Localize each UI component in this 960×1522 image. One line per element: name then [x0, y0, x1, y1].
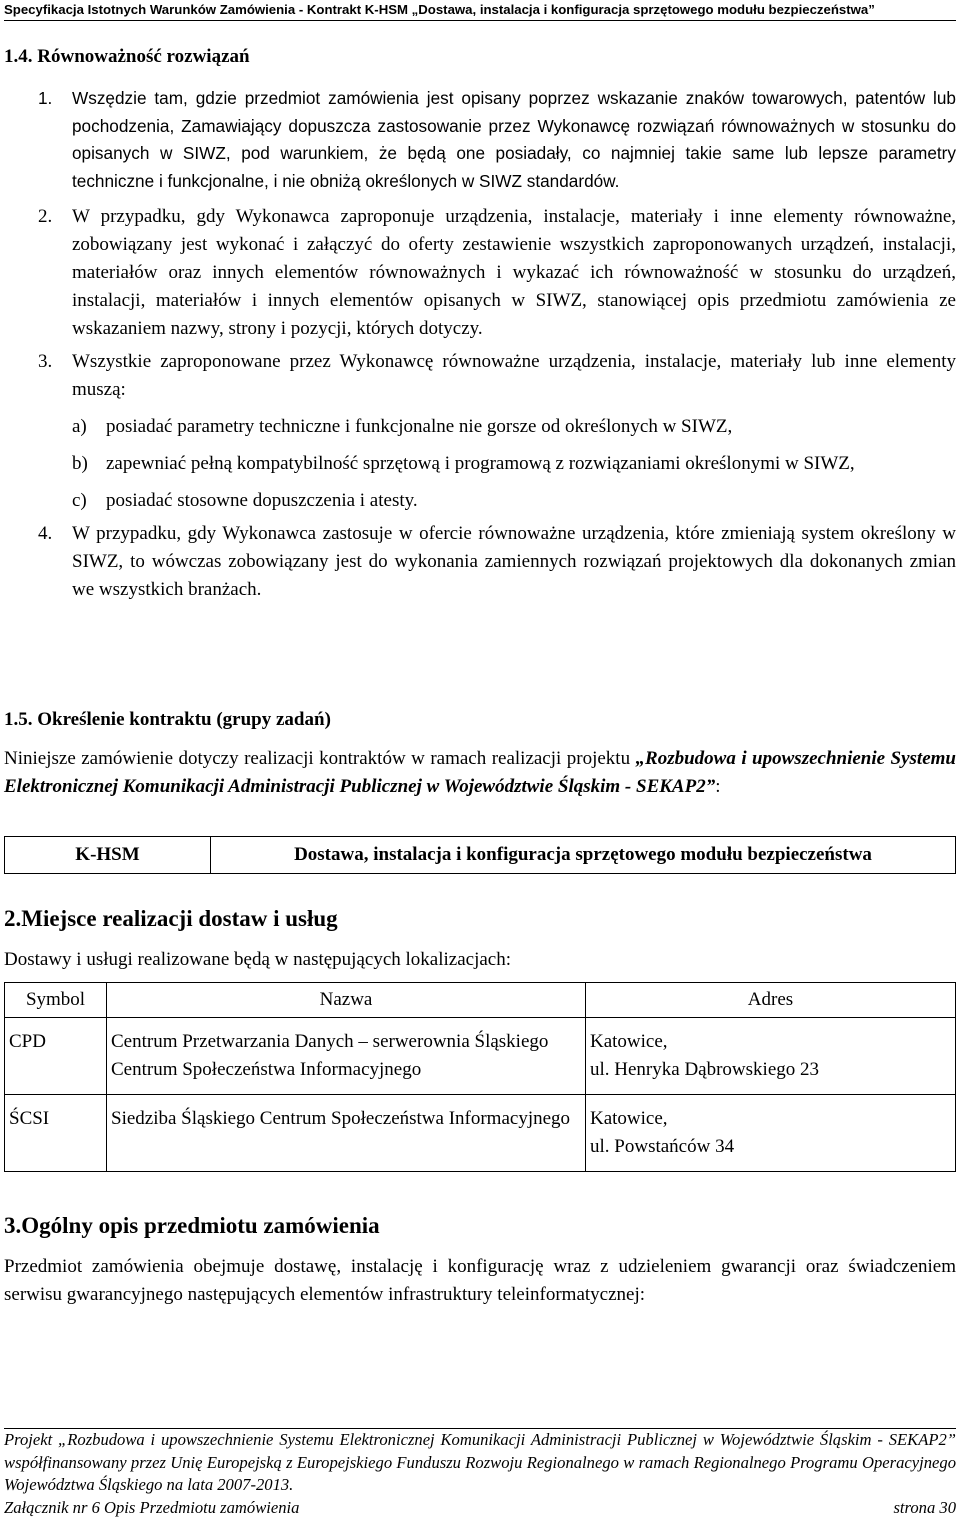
list-item-text: W przypadku, gdy Wykonawca zaproponuje urządzenia, instalacje, materiały i inne elementy równoważne, zobowiązany jest wykonać i załączyć do oferty zestawienie wszystkich zaproponowanych urządzeń, instalacji, materiałów oraz innych elementów równoważnych i wykazać ich równoważność w stosunku do urządzeń, instalacji, materiałów i innych elementów opisanych w SIWZ, stanowiącej opis przedmiotu zamówienia ze wskazaniem nazwy, strony i pozycji, których dotyczy. [72, 206, 956, 339]
table-header-row [5, 983, 956, 1018]
page-header: Specyfikacja Istotnych Warunków Zamówienia - Kontrakt K-HSM „Dostawa, instalacja i konfiguracja sprzętowego modułu bezpieczeństwa” [4, 2, 875, 17]
section-2-title-text: Miejsce realizacji dostaw i usług [21, 906, 338, 931]
list-item-number: 1. [38, 88, 53, 108]
sub-list-letter: a) [72, 416, 87, 437]
section-3-title [4, 1212, 380, 1240]
attachment-label: Załącznik nr 6 Opis Przedmiotu zamówienia [4, 1498, 300, 1517]
contract-code: K-HSM [5, 837, 211, 874]
list-item-number: 4. [38, 523, 53, 544]
list-item [4, 520, 956, 604]
list-item-number: 2. [38, 206, 53, 227]
section-2-number: 2. [4, 906, 22, 931]
address-line: Katowice, [590, 1108, 668, 1129]
cell-name: Centrum Przetwarzania Danych – serwerownia Śląskiego Centrum Społeczeństwa Informacyjnego [107, 1018, 586, 1095]
sub-list-item [72, 450, 956, 478]
section-3-number: 3. [4, 1213, 22, 1238]
table-row [5, 1018, 956, 1095]
footer-text: Projekt „Rozbudowa i upowszechnienie Systemu Elektronicznej Komunikacji Administracji Publicznej w Województwie Śląskim - SEKAP2” współfinansowany przez Unię Europejską z Europejskiego Funduszu Rozwoju Regionalnego w ramach Regionalnego Programu Operacyjnego Województwa Śląskiego na lata 2007-2013. [4, 1430, 956, 1494]
contract-name: Dostawa, instalacja i konfiguracja sprzętowego modułu bezpieczeństwa [211, 837, 956, 874]
list-item [4, 203, 956, 343]
section-3-title-text: Ogólny opis przedmiotu zamówienia [21, 1213, 380, 1238]
list-item-text: Wszystkie zaproponowane przez Wykonawcę równoważne urządzenia, instalacje, materiały lub inne elementy muszą: [72, 351, 956, 400]
list-item-text: W przypadku, gdy Wykonawca zastosuje w ofercie równoważne urządzenia, które zmieniają system określony w SIWZ, to wówczas zobowiązany jest do wykonania zamiennych rozwiązań projektowych dla dokonanych zmian we wszystkich branżach. [72, 523, 956, 600]
address-line: ul. Henryka Dąbrowskiego 23 [590, 1059, 820, 1080]
section-2-title [4, 905, 338, 933]
sub-list-letter: c) [72, 490, 87, 511]
cell-address [586, 1018, 956, 1095]
address-line: ul. Powstańców 34 [590, 1136, 735, 1157]
address-line: Katowice, [590, 1031, 668, 1052]
section-2-intro: Dostawy i usługi realizowane będą w następujących lokalizacjach: [4, 949, 511, 970]
section-3-text: Przedmiot zamówienia obejmuje dostawę, instalację i konfigurację wraz z udzieleniem gwarancji oraz świadczeniem serwisu gwarancyjnego następujących elementów infrastruktury teleinformatycznej: [4, 1256, 956, 1305]
list-item [4, 348, 956, 515]
list-item [4, 85, 956, 195]
intro-end: : [715, 776, 721, 797]
list-item-text: Wszędzie tam, gdzie przedmiot zamówienia jest opisany poprzez wskazanie znaków towarowych, patentów lub pochodzenia, Zamawiający dopuszcza zastosowanie przez Wykonawcę rozwiązań równoważnych w stosunku do opisanych w SIWZ, pod warunkiem, że będą one posiadały, co najmniej takie same lub lepsze parametry techniczne i funkcjonalne, i nie obniżą określonych w SIWZ standardów. [72, 88, 956, 191]
table-row [5, 1095, 956, 1172]
sub-list-text: posiadać stosowne dopuszczenia i atesty. [106, 490, 418, 511]
section-1-4-title: 1.4. Równoważność rozwiązań [4, 46, 250, 67]
column-header-name: Nazwa [107, 983, 586, 1018]
sub-list-text: posiadać parametry techniczne i funkcjonalne nie gorsze od określonych w SIWZ, [106, 416, 733, 437]
column-header-address: Adres [586, 983, 956, 1018]
sub-list-text: zapewniać pełną kompatybilność sprzętową i programową z rozwiązaniami określonymi w SIWZ, [106, 453, 855, 474]
section-1-5-intro [4, 745, 956, 801]
footer-line [4, 1497, 956, 1519]
cell-name: Siedziba Śląskiego Centrum Społeczeństwa Informacyjnego [107, 1095, 586, 1172]
cell-symbol: CPD [5, 1018, 107, 1095]
sub-list-item [72, 413, 956, 441]
cell-address [586, 1095, 956, 1172]
table-row [5, 837, 956, 874]
locations-table [4, 982, 956, 1172]
contract-table [4, 836, 956, 874]
cell-symbol: ŚCSI [5, 1095, 107, 1172]
sub-list-letter: b) [72, 453, 88, 474]
header-divider [4, 20, 956, 21]
list-item-number: 3. [38, 351, 53, 372]
column-header-symbol: Symbol [5, 983, 107, 1018]
page-number: strona 30 [893, 1498, 956, 1517]
project-name: „Rozbudowa i upowszechnienie Systemu Elektronicznej Komunikacji Administracji Publicznej w Województwie Śląskim - SEKAP2” [4, 748, 956, 797]
intro-text: Niniejsze zamówienie dotyczy realizacji kontraktów w ramach realizacji projektu [4, 748, 636, 769]
sub-list-item [72, 487, 956, 515]
section-1-4-list [4, 85, 956, 604]
section-1-5-title: 1.5. Określenie kontraktu (grupy zadań) [4, 709, 331, 730]
